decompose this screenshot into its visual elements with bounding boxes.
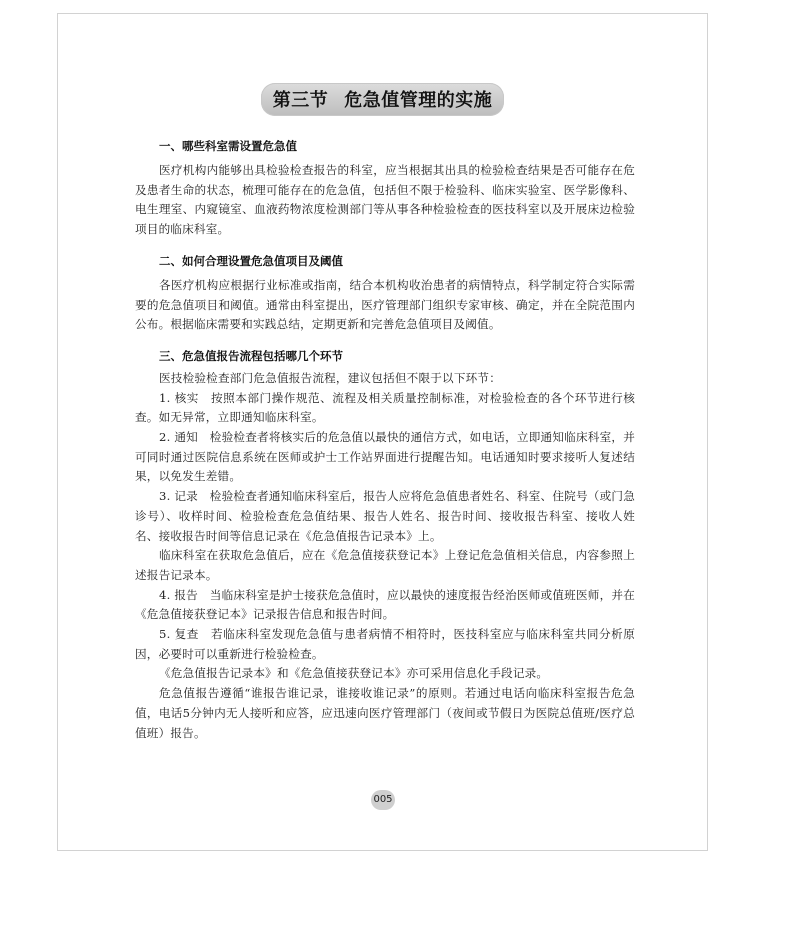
heading-3: 三、危急值报告流程包括哪几个环节 bbox=[159, 348, 343, 363]
paragraph-step-verify: 1. 核实 按照本部门操作规范、流程及相关质量控制标准，对检验检查的各个环节进行核查。如无异常，立即通知临床科室。 bbox=[135, 390, 635, 425]
paragraph: 临床科室在获取危急值后，应在《危急值接获登记本》上登记危急值相关信息，内容参照上述报告记录本。 bbox=[135, 548, 635, 582]
section-name: 危急值管理的实施 bbox=[344, 90, 493, 111]
paragraph: 医疗机构内能够出具检验检查报告的科室，应当根据其出具的检验检查结果是否可能存在危及患者生命的状态，梳理可能存在的危急值，包括但不限于检验科、临床实验室、医学影像科、电生理室、内窥镜室、血液药物浓度检测部门等从事各种检验检查的医技科室以及开展床边检验项目的临床科室。 bbox=[135, 163, 635, 237]
section-title bbox=[261, 83, 505, 116]
paragraph-step-report: 4. 报告 当临床科室是护士接获危急值时，应以最快的速度报告经治医师或值班医师，并在《危急值接获登记本》记录报告信息和报告时间。 bbox=[135, 587, 635, 622]
page-content bbox=[135, 137, 635, 743]
section-number: 第三节 bbox=[272, 90, 329, 111]
page-number: 005 bbox=[371, 790, 395, 810]
document-page bbox=[57, 13, 708, 851]
heading-1: 一、哪些科室需设置危急值 bbox=[159, 139, 297, 153]
section-title-wrap bbox=[58, 83, 707, 116]
paragraph-step-notify: 2. 通知 检验检查者将核实后的危急值以最快的通信方式，如电话，立即通知临床科室，并可同时通过医院信息系统在医师或护士工作站界面进行提醒告知。电话通知时要求接听人复述结果，以免发生差错。 bbox=[135, 430, 635, 484]
heading-2: 二、如何合理设置危急值项目及阈值 bbox=[159, 253, 343, 268]
paragraph: 医技检验检查部门危急值报告流程，建议包括但不限于以下环节： bbox=[159, 370, 502, 385]
paragraph-step-record: 3. 记录 检验检查者通知临床科室后，报告人应将危急值患者姓名、科室、住院号（或门急诊号）、收样时间、检验检查危急值结果、报告人姓名、报告时间、接收报告科室、接收人姓名、接收报告时间等信息记录在《危急值报告记录本》上。 bbox=[135, 489, 635, 543]
paragraph: 《危急值报告记录本》和《危急值接获登记本》亦可采用信息化手段记录。 bbox=[159, 666, 549, 681]
paragraph: 危急值报告遵循“谁报告谁记录，谁接收谁记录”的原则。若通过电话向临床科室报告危急值，电话5分钟内无人接听和应答，应迅速向医疗管理部门（夜间或节假日为医院总值班/医疗总值班）报告。 bbox=[135, 686, 635, 740]
paragraph: 各医疗机构应根据行业标准或指南，结合本机构收治患者的病情特点，科学制定符合实际需要的危急值项目和阈值。通常由科室提出，医疗管理部门组织专家审核、确定，并在全院范围内公布。根据临床需要和实践总结，定期更新和完善危急值项目及阈值。 bbox=[135, 277, 635, 332]
paragraph-step-recheck: 5. 复查 若临床科室发现危急值与患者病情不相符时，医技科室应与临床科室共同分析原因，必要时可以重新进行检验检查。 bbox=[135, 627, 635, 661]
